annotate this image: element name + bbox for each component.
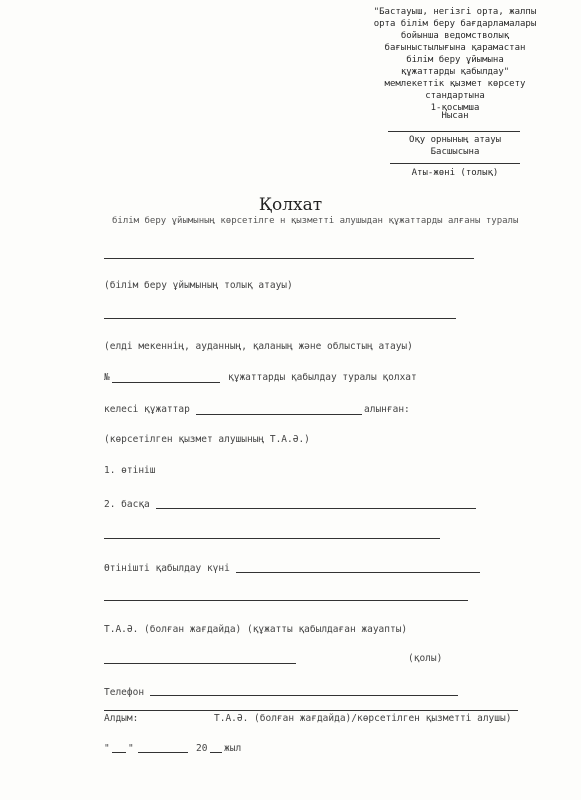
appendix-header <box>345 6 565 114</box>
header-line: құжаттарды қабылдау" <box>400 67 510 77</box>
responsible-person-caption: Т.А.Ә. (болған жағдайда) (құжатты қабылдаған жауапты) <box>104 624 408 635</box>
receiver-name-caption: (көрсетілген қызмет алушының Т.А.Ә.) <box>104 434 310 445</box>
fullname-caption: Аты-жөні (толық) <box>411 168 499 178</box>
org-name-caption: (білім беру ұйымының толық атауы) <box>104 280 293 291</box>
date-year-suffix: жыл <box>224 743 242 754</box>
header-line: орта білім беру бағдарламалары <box>373 19 537 29</box>
header-line: "Бастауыш, негізгі орта, жалпы <box>373 7 537 17</box>
signature-caption: (қолы) <box>408 653 443 664</box>
header-line: стандартына <box>425 91 485 101</box>
date-year-line[interactable] <box>210 752 222 753</box>
acceptance-date-line-2[interactable] <box>104 600 468 601</box>
document-title: Қолхат <box>258 195 323 215</box>
documents-suffix: алынған: <box>364 404 410 415</box>
documents-prefix: келесі құжаттар <box>104 404 190 415</box>
date-month-line[interactable] <box>138 752 188 753</box>
documents-line[interactable] <box>196 414 362 415</box>
item-other-line[interactable] <box>156 508 476 509</box>
header-line: бойынша ведомстволық <box>400 31 510 41</box>
locality-caption: (елді мекеннің, ауданның, қаланың және облыстың атауы) <box>104 341 413 352</box>
locality-line[interactable] <box>104 318 456 319</box>
item-other: 2. басқа <box>104 499 150 510</box>
director-caption: Басшысына <box>430 147 480 157</box>
item-application: 1. өтініш <box>104 465 156 476</box>
acceptance-date-line[interactable] <box>236 572 480 573</box>
phone-label: Телефон <box>104 687 145 698</box>
header-line: мемлекеттік қызмет көрсету <box>384 79 526 89</box>
receiver-line[interactable] <box>104 710 518 711</box>
header-line: білім беру ұйымына <box>406 55 504 65</box>
received-label: Алдым: <box>104 713 139 724</box>
receipt-title: құжаттарды қабылдау туралы қолхат <box>228 372 417 383</box>
director-name-line[interactable] <box>390 163 520 164</box>
document-subtitle: білім беру ұйымының көрсетілге н қызметті алушыдан құжаттарды алғаны туралы <box>112 216 519 226</box>
date-open-quote: " <box>104 743 110 754</box>
phone-line[interactable] <box>150 695 458 696</box>
date-close-quote: " <box>128 743 134 754</box>
header-line: 1-қосымша <box>430 103 480 113</box>
acceptance-date-label: Өтінішті қабылдау күні <box>104 563 230 574</box>
date-day-line[interactable] <box>112 752 126 753</box>
responsible-person-line[interactable] <box>104 663 296 664</box>
header-line: бағыныстылығына қарамастан <box>384 43 526 53</box>
school-name-line[interactable] <box>388 131 520 132</box>
item-other-line-2[interactable] <box>104 538 440 539</box>
receipt-number-line[interactable] <box>112 382 220 383</box>
receiver-signature-caption: Т.А.Ә. (болған жағдайда)/көрсетілген қызметті алушы) <box>214 713 512 724</box>
date-year-prefix: 20 <box>196 743 208 754</box>
number-sign: № <box>104 372 110 383</box>
school-name-caption: Оқу орнының атауы <box>408 135 502 145</box>
form-label: Нысан <box>441 111 469 121</box>
org-name-line[interactable] <box>104 258 474 259</box>
